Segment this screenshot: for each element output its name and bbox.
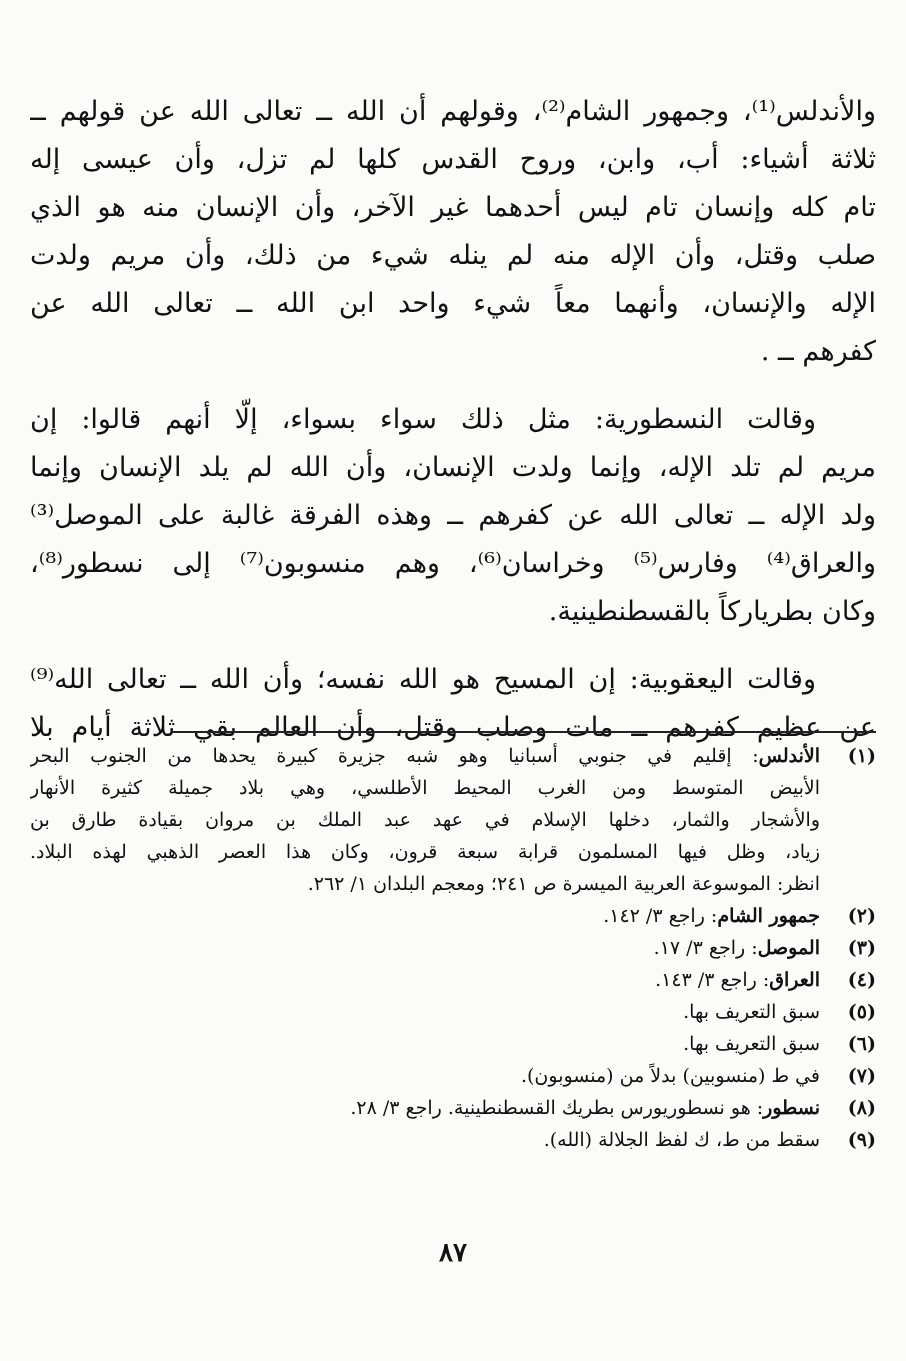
footnote-line — [30, 740, 820, 772]
text-line: وقالت النسطورية: مثل ذلك سواء بسواء، إلّا أنهم قالوا: إن — [30, 404, 816, 435]
footnote-number: (١) — [847, 745, 876, 767]
footnote-9 — [30, 1124, 876, 1156]
footnote-line-text: سبق التعريف بها. — [683, 1033, 820, 1055]
footnote-number: (٩) — [847, 1129, 876, 1151]
paragraph-1 — [30, 88, 876, 376]
footnote-line — [30, 1060, 820, 1092]
footnote-line-text: : هو نسطوريورس بطريك القسطنطينية. راجع ٣/ ٢٨. — [350, 1097, 764, 1119]
footnote-1 — [30, 740, 876, 900]
footnote-line — [30, 804, 820, 836]
footnote-number: (٤) — [847, 969, 876, 991]
footnote-6 — [30, 1028, 876, 1060]
footnote-number: (٧) — [847, 1065, 876, 1087]
footnote-number: (٥) — [847, 1001, 876, 1023]
footnote-number: (٣) — [847, 937, 876, 959]
footnote-8 — [30, 1092, 876, 1124]
footnote-line — [30, 964, 820, 996]
footnote-line-text: : راجع ٣/ ١٤٢. — [603, 905, 718, 927]
text-line: وقالت اليعقوبية: إن المسيح هو الله نفسه؛ وأن الله ــ تعالى الله⁽⁹⁾ — [30, 664, 816, 695]
paragraph-3 — [30, 656, 876, 752]
text-line: الإله والإنسان، وأنهما معاً شيء واحد ابن الله ــ تعالى الله عن — [30, 288, 876, 319]
footnotes — [30, 740, 876, 1156]
footnote-3 — [30, 932, 876, 964]
footnote-line — [30, 772, 820, 804]
text-line: كفرهم ــ . — [760, 336, 876, 367]
footnote-term: جمهور الشام — [717, 905, 820, 927]
footnote-line — [30, 996, 820, 1028]
footnote-line — [30, 868, 820, 900]
footnote-number: (٦) — [847, 1033, 876, 1055]
paragraph-gap — [30, 636, 876, 656]
footnote-line-text: : راجع ٣/ ١٧. — [653, 937, 758, 959]
text-line: مريم لم تلد الإله، وإنما ولدت الإنسان، وأن الله لم يلد الإنسان وإنما — [30, 452, 876, 483]
footnote-line — [30, 1124, 820, 1156]
footnote-text — [30, 964, 820, 996]
footnote-text — [30, 1092, 820, 1124]
footnote-text — [30, 1060, 820, 1092]
footnote-line-text: سقط من ط، ك لفظ الجلالة (الله). — [543, 1129, 820, 1151]
footnote-7 — [30, 1060, 876, 1092]
page-number: ٨٧ — [439, 1238, 467, 1268]
text-line: والأندلس⁽¹⁾، وجمهور الشام⁽²⁾، وقولهم أن الله ــ تعالى الله عن قولهم ــ — [30, 96, 876, 127]
footnote-text — [30, 932, 820, 964]
paragraph-gap — [30, 376, 876, 396]
text-line: صلب وقتل، وأن الإله منه لم ينله شيء من ذلك، وأن مريم ولدت — [30, 240, 876, 271]
footnote-4 — [30, 964, 876, 996]
footnote-2 — [30, 900, 876, 932]
footnote-line-text: زياد، وظل فيها المسلمون قرابة سبعة قرون، وكان هذا العصر الذهبي لهذه البلاد. — [30, 841, 820, 863]
text-line: تام كله وإنسان تام ليس أحدهما غير الآخر، وأن الإنسان منه هو الذي — [30, 192, 876, 223]
text-line: ثلاثة أشياء: أب، وابن، وروح القدس كلها لم تزل، وأن عيسى إله — [30, 144, 876, 175]
footnote-line — [30, 836, 820, 868]
footnote-line-text: : راجع ٣/ ١٤٣. — [655, 969, 770, 991]
footnote-line-text: انظر: الموسوعة العربية الميسرة ص ٢٤١؛ ومعجم البلدان ١/ ٢٦٢. — [307, 873, 820, 895]
main-text — [30, 88, 876, 752]
text-line: والعراق⁽⁴⁾ وفارس⁽⁵⁾ وخراسان⁽⁶⁾، وهم منسوبون⁽⁷⁾ إلى نسطور⁽⁸⁾، — [30, 548, 876, 579]
footnote-line — [30, 900, 820, 932]
footnote-text — [30, 996, 820, 1028]
footnote-line-text: سبق التعريف بها. — [683, 1001, 820, 1023]
text-line: عن عظيم كفرهم ــ مات وصلب وقتل، وأن العالم بقي ثلاثة أيام بلا — [30, 712, 876, 743]
footnote-text — [30, 1124, 820, 1156]
footnote-5 — [30, 996, 876, 1028]
footnote-line-text: والأشجار والثمار، دخلها الإسلام في عهد عبد الملك بن مروان بقيادة طارق بن — [30, 809, 820, 831]
footnote-text — [30, 740, 820, 900]
footnote-term: الموصل — [757, 937, 820, 959]
footnote-line-text: في ط (منسوبين) بدلاً من (منسوبون). — [520, 1065, 820, 1087]
footnote-text — [30, 900, 820, 932]
footnote-number: (٨) — [847, 1097, 876, 1119]
paragraph-2 — [30, 396, 876, 636]
text-line: ولد الإله ــ تعالى الله عن كفرهم ــ وهذه الفرقة غالبة على الموصل⁽³⁾ — [30, 500, 876, 531]
footnote-line — [30, 1092, 820, 1124]
footnote-line-text: : إقليم في جنوبي أسبانيا وهو شبه جزيرة كبيرة يحدها من الجنوب البحر — [30, 745, 759, 767]
footnote-line-text: الأبيض المتوسط ومن الغرب المحيط الأطلسي، وهي بلاد جميلة كثيرة الأنهار — [30, 777, 820, 799]
footnote-number: (٢) — [847, 905, 876, 927]
text-line: وكان بطرياركاً بالقسطنطينية. — [548, 596, 876, 627]
footnote-line — [30, 932, 820, 964]
footnote-term: نسطور — [763, 1097, 820, 1119]
footnote-text — [30, 1028, 820, 1060]
footnote-term: العراق — [769, 969, 820, 991]
footnote-term: الأندلس — [758, 745, 820, 767]
footnote-separator — [171, 731, 876, 733]
footnote-line — [30, 1028, 820, 1060]
